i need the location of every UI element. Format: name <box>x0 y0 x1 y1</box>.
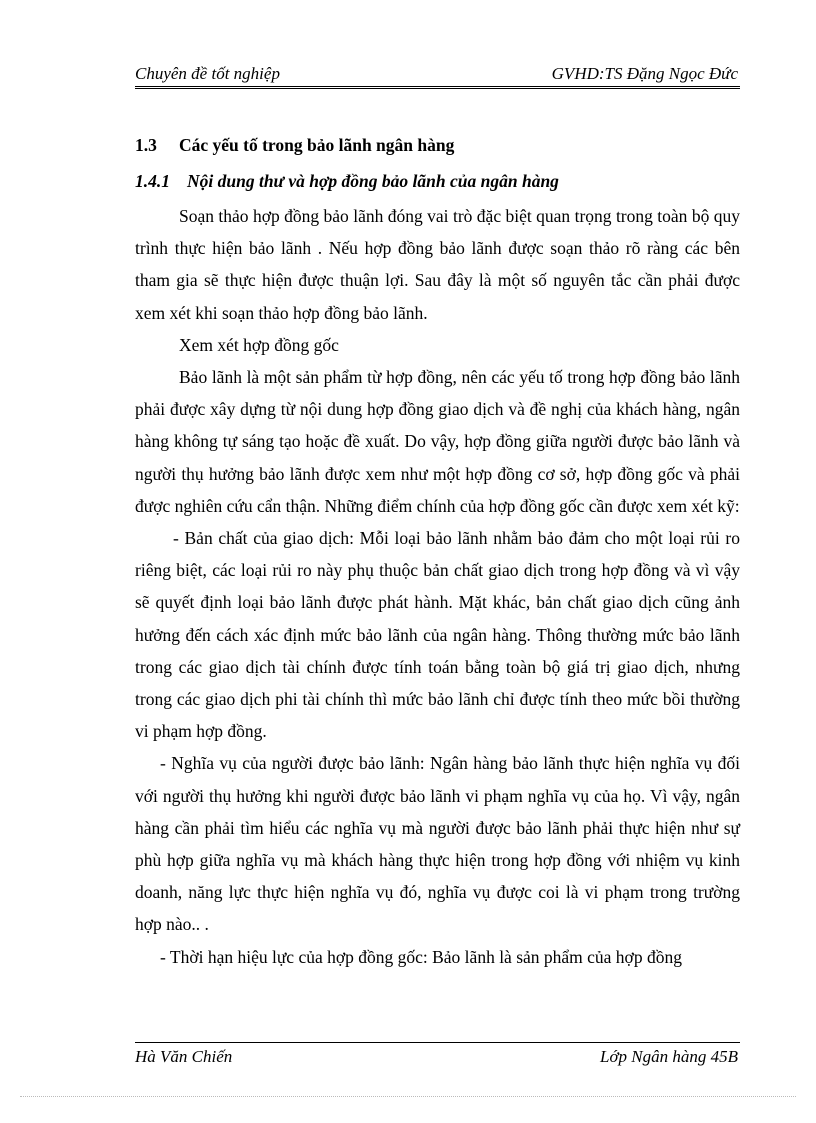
page-bottom-divider <box>20 1096 796 1097</box>
page-body <box>135 128 740 973</box>
bullet-obligations: - Nghĩa vụ của người được bảo lãnh: Ngân hàng bảo lãnh thực hiện nghĩa vụ đối với người thụ hưởng khi người được bảo lãnh vi phạm nghĩa vụ của họ. Vì vậy, ngân hàng cần phải tìm hiểu các nghĩa vụ mà người được bảo lãnh phải thực hiện như sự phù hợp giữa nghĩa vụ mà khách hàng thực hiện trong hợp đồng với nhiệm vụ kinh doanh, năng lực thực hiện nghĩa vụ đó, nghĩa vụ được coi là vi phạm trong trường hợp nào.. . <box>135 753 740 935</box>
subsection-heading <box>135 162 740 200</box>
footer-author: Hà Văn Chiến <box>135 1047 233 1066</box>
paragraph-subheading: Xem xét hợp đồng gốc <box>179 334 339 355</box>
subsection-title: Nội dung thư và hợp đồng bảo lãnh của ngân hàng <box>187 171 559 191</box>
bullet-transaction-nature: - Bản chất của giao dịch: Mỗi loại bảo lãnh nhằm bảo đảm cho một loại rủi ro riêng biệt, các loại rủi ro này phụ thuộc bản chất giao dịch trong hợp đồng và vì vậy sẽ quyết định loại bảo lãnh được phát hành. Mặt khác, bản chất giao dịch cũng ảnh hưởng đến cách xác định mức bảo lãnh của ngân hàng. Thông thường mức bảo lãnh trong các giao dịch tài chính được tính toán bằng toàn bộ giá trị giao dịch, nhưng trong các giao dịch phi tài chính thì mức bảo lãnh chỉ được tính theo mức bồi thường vi phạm hợp đồng. <box>135 528 740 742</box>
bullet-validity-period: - Thời hạn hiệu lực của hợp đồng gốc: Bảo lãnh là sản phẩm của hợp đồng <box>160 946 682 967</box>
section-heading <box>135 128 740 162</box>
header-supervisor: GVHD:TS Đặng Ngọc Đức <box>551 64 738 83</box>
subsection-number: 1.4.1 <box>135 171 170 191</box>
paragraph-original-contract: Bảo lãnh là một sản phẩm từ hợp đồng, nên các yếu tố trong hợp đồng bảo lãnh phải được xây dựng từ nội dung hợp đồng giao dịch và đề nghị của khách hàng, ngân hàng không tự sáng tạo hoặc đề xuất. Do vậy, hợp đồng giữa người được bảo lãnh và người thụ hưởng bảo lãnh được xem như một hợp đồng cơ sở, hợp đồng gốc và phải được nghiên cứu cẩn thận. Những điểm chính của hợp đồng gốc cần được xem xét kỹ: <box>135 367 740 516</box>
header-document-type: Chuyên đề tốt nghiệp <box>135 64 280 83</box>
footer-class: Lớp Ngân hàng 45B <box>599 1047 738 1066</box>
section-number: 1.3 <box>135 135 157 155</box>
paragraph-intro: Soạn thảo hợp đồng bảo lãnh đóng vai trò đặc biệt quan trọng trong toàn bộ quy trình thực hiện bảo lãnh . Nếu hợp đồng bảo lãnh được soạn thảo rõ ràng các bên tham gia sẽ thực hiện được thuận lợi. Sau đây là một số nguyên tắc cần phải được xem xét khi soạn thảo hợp đồng bảo lãnh. <box>135 206 740 323</box>
page-header <box>135 60 740 89</box>
page-footer <box>135 1042 740 1069</box>
section-title: Các yếu tố trong bảo lãnh ngân hàng <box>179 135 455 155</box>
